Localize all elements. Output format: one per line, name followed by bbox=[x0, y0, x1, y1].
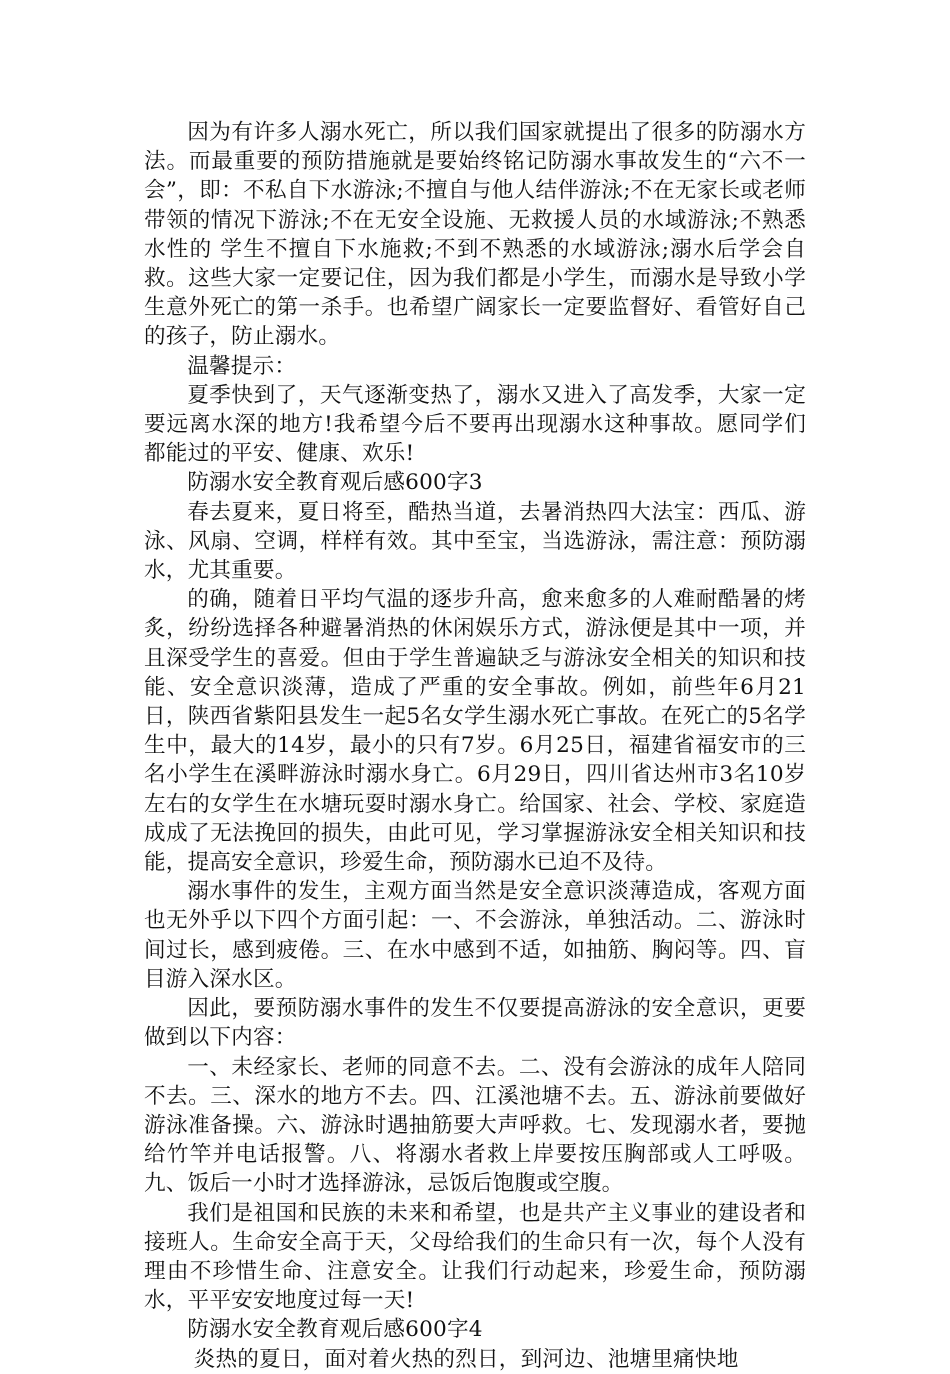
document-page bbox=[144, 118, 806, 1374]
paragraph-summer-warning: 夏季快到了，天气逐渐变热了，溺水又进入了高发季，大家一定要远离水深的地方!我希望今后不要再出现溺水这种事故。愿同学们都能过的平安、健康、欢乐! bbox=[144, 382, 806, 467]
section-heading-3: 防溺水安全教育观后感600字3 bbox=[187, 470, 483, 496]
paragraph-prevention-intro: 因此，要预防溺水事件的发生不仅要提高游泳的安全意识，更要做到以下内容： bbox=[144, 996, 806, 1051]
paragraph-summer-treasures: 春去夏来，夏日将至，酷热当道，去暑消热四大法宝：西瓜、游泳、风扇、空调，样样有效。其中至宝，当选游泳，需注意：预防溺水，尤其重要。 bbox=[144, 499, 806, 584]
paragraph-hot-summer: 炎热的夏日，面对着火热的烈日，到河边、池塘里痛快地 bbox=[193, 1346, 739, 1372]
paragraph-conclusion: 我们是祖国和民族的未来和希望，也是共产主义事业的建设者和接班人。生命安全高于天，父母给我们的生命只有一次，每个人没有理由不珍惜生命、注意安全。让我们行动起来，珍爱生命，预防溺水，平平安安地度过每一天! bbox=[144, 1200, 806, 1314]
section-heading-4: 防溺水安全教育观后感600字4 bbox=[187, 1317, 483, 1343]
paragraph-causes: 溺水事件的发生，主观方面当然是安全意识淡薄造成，客观方面也无外乎以下四个方面引起：一、不会游泳，单独活动。二、游泳时间过长，感到疲倦。三、在水中感到不适，如抽筋、胸闷等。四、盲目游入深水区。 bbox=[144, 879, 806, 992]
paragraph-prevention-rules: 一、未经家长、老师的同意不去。二、没有会游泳的成年人陪同不去。三、深水的地方不去。四、江溪池塘不去。五、游泳前要做好游泳准备操。六、游泳时遇抽筋要大声呼救。七、发现溺水者，要抛给竹竿并电话报警。八、将溺水者救上岸要按压胸部或人工呼吸。九、饭后一小时才选择游泳，忌饭后饱腹或空腹。 bbox=[144, 1054, 806, 1197]
paragraph-six-rules: 因为有许多人溺水死亡，所以我们国家就提出了很多的防溺水方法。而最重要的预防措施就是要始终铭记防溺水事故发生的“六不一会”，即：不私自下水游泳;不擅自与他人结伴游泳;不在无家长或老师带领的情况下游泳;不在无安全设施、无救援人员的水域游泳;不熟悉水性的 学生不擅自下水施救;不到不熟悉的水域游泳;溺水后学会自救。这些大家一定要记住，因为我们都是小学生，而溺水是导致小学生意外死亡的第一杀手。也希望广阔家长一定要监督好、看管好自己的孩子，防止溺水。 bbox=[144, 120, 806, 350]
warm-tip-label: 温馨提示： bbox=[187, 353, 297, 379]
paragraph-accident-cases: 的确，随着日平均气温的逐步升高，愈来愈多的人难耐酷暑的烤炙，纷纷选择各种避暑消热的休闲娱乐方式，游泳便是其中一项，并且深受学生的喜爱。但由于学生普遍缺乏与游泳安全相关的知识和技能、安全意识淡薄，造成了严重的安全事故。例如，前些年6月21日，陕西省紫阳县发生一起5名女学生溺水死亡事故。在死亡的5名学生中，最大的14岁，最小的只有7岁。6月25日，福建省福安市的三名小学生在溪畔游泳时溺水身亡。6月29日，四川省达州市3名10岁左右的女学生在水塘玩耍时溺水身亡。给国家、社会、学校、家庭造成成了无法挽回的损失，由此可见，学习掌握游泳安全相关知识和技能，提高安全意识，珍爱生命，预防溺水已迫不及待。 bbox=[144, 587, 806, 876]
